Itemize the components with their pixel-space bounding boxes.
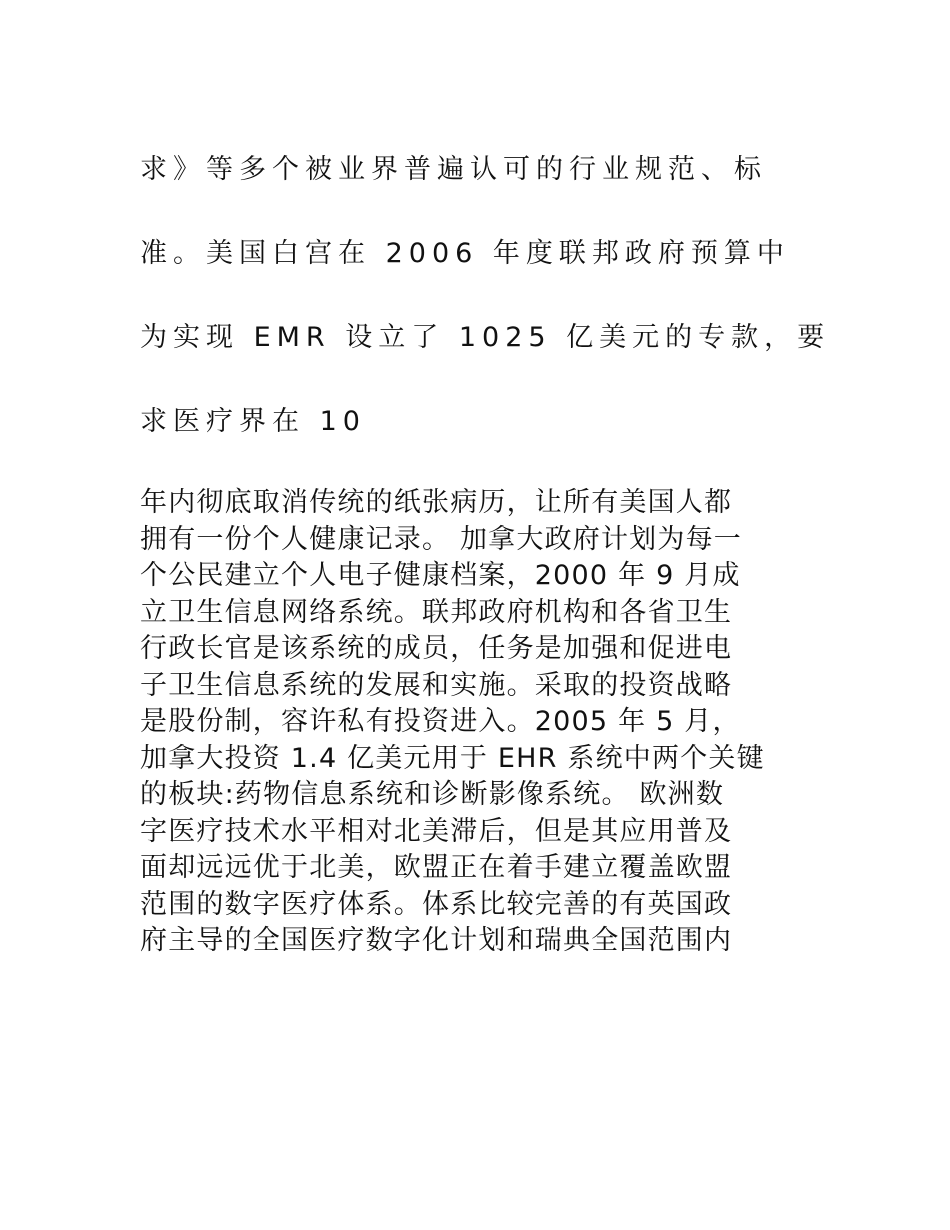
text-line: 求医疗界在 10 [140, 406, 366, 437]
text-line: 加拿大投资 1.4 亿美元用于 EHR 系统中两个关键 [140, 742, 765, 774]
text-line: 求》等多个被业界普遍认可的行业规范、标 [140, 154, 767, 185]
text-line: 准。美国白宫在 2006 年度联邦政府预算中 [140, 238, 790, 269]
text-line: 面却远远优于北美，欧盟正在着手建立覆盖欧盟 [140, 852, 733, 883]
text-line: 行政长官是该系统的成员，任务是加强和促进电 [140, 633, 733, 664]
text-line: 范围的数字医疗体系。体系比较完善的有英国政 [140, 888, 733, 920]
spaced-text-block [140, 155, 830, 491]
text-line: 字医疗技术水平相对北美滞后，但是其应用普及 [140, 815, 733, 847]
text-line: 拥有一份个人健康记录。 加拿大政府计划为每一 [140, 523, 742, 555]
text-line: 的板块:药物信息系统和诊断影像系统。 欧洲数 [140, 779, 725, 810]
body-paragraph [140, 485, 830, 960]
text-line: 府主导的全国医疗数字化计划和瑞典全国范围内 [140, 925, 733, 956]
text-line: 年内彻底取消传统的纸张病历，让所有美国人都 [140, 487, 733, 518]
text-line: 子卫生信息系统的发展和实施。采取的投资战略 [140, 669, 733, 701]
text-line: 立卫生信息网络系统。联邦政府机构和各省卫生 [140, 596, 733, 628]
text-line: 是股份制，容许私有投资进入。2005 年 5 月， [140, 706, 741, 737]
text-line: 个公民建立个人电子健康档案，2000 年 9 月成 [140, 560, 741, 591]
text-line: 为实现 EMR 设立了 1025 亿美元的专款，要 [140, 322, 831, 353]
